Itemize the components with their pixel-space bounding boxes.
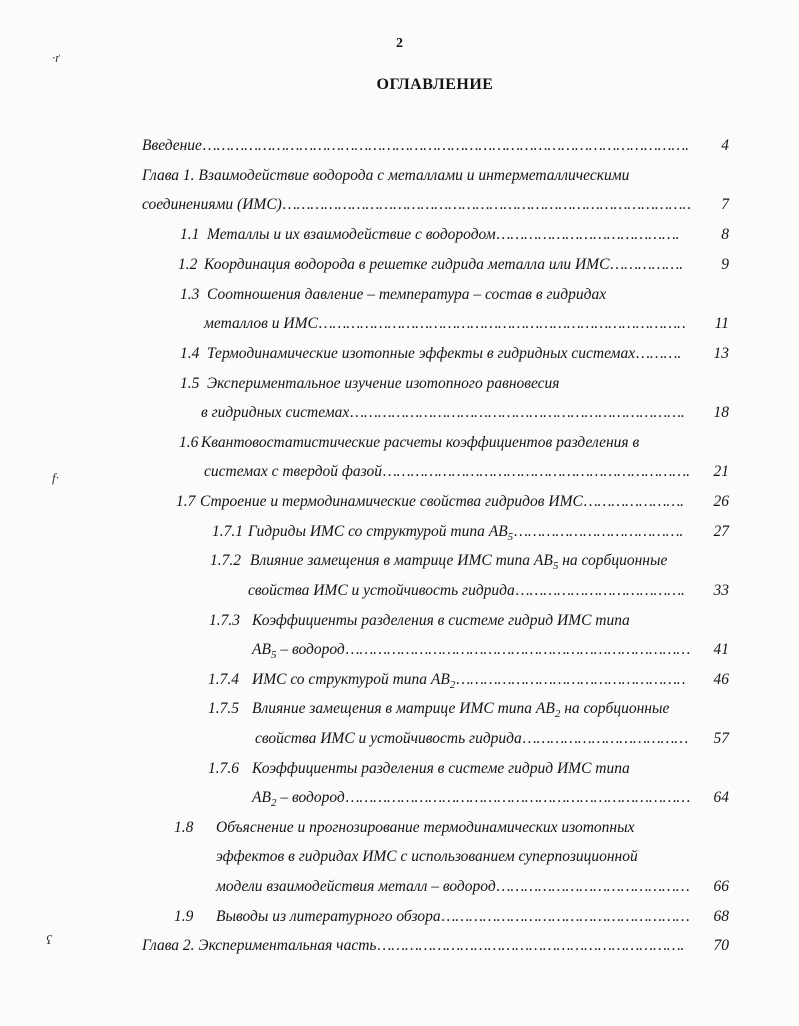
toc-entry-text: ИМС со структурой типа AB xyxy=(252,671,450,688)
toc-entry-title xyxy=(200,492,583,512)
toc-entry xyxy=(0,522,799,542)
dot-leader xyxy=(523,729,688,749)
toc-page-number: 8 xyxy=(721,226,729,243)
toc-entry-number: 1.7.3 xyxy=(209,612,240,629)
toc-entry-number: 1.2 xyxy=(178,256,198,273)
toc-entry-title xyxy=(207,344,635,364)
toc-entry-title xyxy=(250,551,667,576)
toc-entry-number: 1.5 xyxy=(180,375,200,392)
toc-entry xyxy=(0,788,799,808)
dot-leader xyxy=(514,522,683,542)
toc-entry-number: 1.7.2 xyxy=(210,552,241,569)
toc-entry-text: свойства ИМС и устойчивость гидрида xyxy=(255,730,522,747)
margin-mark: ·ґ xyxy=(52,50,60,65)
toc-entry xyxy=(0,403,799,423)
toc-entry-text: Квантовостатистические расчеты коэффициентов разделения в xyxy=(201,434,640,451)
toc-entry xyxy=(0,759,799,779)
dot-leader xyxy=(203,136,690,156)
toc-entry-title xyxy=(252,699,669,724)
dot-leader xyxy=(584,492,683,512)
toc-entry xyxy=(0,492,799,512)
toc-entry-title xyxy=(204,255,609,275)
toc-entry-text: Термодинамические изотопные эффекты в гидридных системах xyxy=(207,345,636,362)
toc-entry xyxy=(0,551,799,571)
toc-entry xyxy=(0,699,799,719)
toc-page-number: 26 xyxy=(713,493,729,510)
toc-entry-text: AB xyxy=(252,789,271,806)
subscript: 2 xyxy=(270,797,277,810)
toc-entry-title xyxy=(142,936,376,956)
toc-entry-text: металлов и ИМС xyxy=(204,315,318,332)
toc-entry xyxy=(0,225,799,245)
toc-entry xyxy=(0,285,799,305)
toc-entry-title xyxy=(207,374,560,394)
toc-entry-title xyxy=(204,314,318,334)
toc-entry-text-continued: – водород xyxy=(276,641,345,658)
toc-entry-text-continued: – водород xyxy=(276,789,345,806)
toc-entry-text: в гидридных системах xyxy=(201,404,350,421)
toc-entry-title xyxy=(207,285,606,305)
toc-entry-title xyxy=(252,670,455,695)
toc-page-number: 27 xyxy=(713,523,729,540)
toc-entry xyxy=(0,847,799,867)
toc-entry-text: Экспериментальное изучение изотопного равновесия xyxy=(207,375,560,392)
toc-entry-text: эффектов в гидридах ИМС с использованием суперпозиционной xyxy=(216,848,638,865)
toc-entry-number: 1.8 xyxy=(174,819,194,836)
toc-entry xyxy=(0,818,799,838)
toc-page-number: 68 xyxy=(713,908,729,925)
toc-entry xyxy=(0,581,799,601)
dot-leader xyxy=(497,877,690,897)
toc-entry-number: 1.6 xyxy=(179,434,199,451)
toc-entry-text: Глава 1. Взаимодействие водорода с металлами и интерметаллическими xyxy=(142,167,630,184)
dot-leader xyxy=(456,670,688,690)
toc-entry xyxy=(0,166,799,186)
toc-entry xyxy=(0,433,799,453)
toc-entry-title xyxy=(255,729,522,749)
toc-page-number: 9 xyxy=(721,256,729,273)
toc-entry-text: Гидриды ИМС со структурой типа AB xyxy=(248,523,508,540)
toc-entry-text: Коэффициенты разделения в системе гидрид ИМС типа xyxy=(252,760,630,777)
toc-entry-title xyxy=(142,136,202,156)
dot-leader xyxy=(497,225,680,245)
margin-mark: ʕ xyxy=(46,932,52,947)
page-title: ОГЛАВЛЕНИЕ xyxy=(376,76,494,93)
toc-entry-title xyxy=(252,640,345,665)
toc-page-number: 66 xyxy=(713,878,729,895)
toc-page-number: 64 xyxy=(713,789,729,806)
toc-page-number: 33 xyxy=(713,582,729,599)
toc-entry-text: Строение и термодинамические свойства гидридов ИМС xyxy=(200,493,583,510)
toc-page-number: 21 xyxy=(713,463,729,480)
toc-entry-title xyxy=(248,522,513,547)
toc-page-number: 41 xyxy=(713,641,729,658)
toc-entry-text: Металлы и их взаимодействие с водородом xyxy=(207,226,496,243)
dot-leader xyxy=(442,907,690,927)
toc-entry xyxy=(0,255,799,275)
toc-entry-text: Объяснение и прогнозирование термодинамических изотопных xyxy=(216,819,635,836)
toc-entry-number: 1.7.1 xyxy=(212,523,243,540)
toc-entry-number: 1.7.4 xyxy=(208,671,239,688)
toc-entry xyxy=(0,729,799,749)
page-number: 2 xyxy=(396,36,403,51)
subscript: 5 xyxy=(507,531,514,544)
toc-entry xyxy=(0,936,799,956)
toc-entry-text: Влияние замещения в матрице ИМС типа AB xyxy=(250,552,553,569)
toc-entry-number: 1.9 xyxy=(174,908,194,925)
toc-entry-number: 1.7.6 xyxy=(208,760,239,777)
margin-mark: f· xyxy=(52,470,59,485)
toc-entry-title xyxy=(142,195,282,215)
toc-page-number: 70 xyxy=(713,937,729,954)
toc-page-number: 11 xyxy=(714,315,729,332)
toc-entry-title xyxy=(207,225,496,245)
toc-entry xyxy=(0,640,799,660)
dot-leader xyxy=(283,195,690,215)
toc-entry xyxy=(0,877,799,897)
toc-entry-text: модели взаимодействия металл – водород xyxy=(216,878,496,895)
toc-entry-text: Введение xyxy=(142,137,202,154)
toc-page-number: 7 xyxy=(721,196,729,213)
toc-entry xyxy=(0,374,799,394)
toc-entry-text: Выводы из литературного обзора xyxy=(216,908,441,925)
dot-leader xyxy=(383,462,690,482)
toc-entry-text: Влияние замещения в матрице ИМС типа AB xyxy=(252,700,555,717)
subscript: 2 xyxy=(449,679,456,692)
toc-entry xyxy=(0,907,799,927)
toc-entry-title xyxy=(204,462,382,482)
toc-entry-title xyxy=(216,847,638,867)
dot-leader xyxy=(516,581,685,601)
dot-leader xyxy=(610,255,683,275)
toc-entry-title xyxy=(252,759,630,779)
toc-entry-title xyxy=(252,788,345,813)
toc-page-number: 18 xyxy=(713,404,729,421)
toc-entry-title xyxy=(216,818,635,838)
subscript: 2 xyxy=(554,708,561,721)
dot-leader xyxy=(636,344,683,364)
toc-entry-text-continued: на сорбционные xyxy=(560,700,670,717)
toc-entry-title xyxy=(252,611,630,631)
toc-entry xyxy=(0,136,799,156)
toc-entry-title xyxy=(216,907,441,927)
toc-entry-number: 1.3 xyxy=(180,286,200,303)
subscript: 5 xyxy=(552,560,559,573)
toc-entry-text: Соотношения давление – температура – состав в гидридах xyxy=(207,286,607,303)
toc-entry-text: AB xyxy=(252,641,271,658)
toc-entry-number: 1.4 xyxy=(180,345,200,362)
toc-entry-text-continued: на сорбционные xyxy=(558,552,668,569)
toc-entry-text: системах с твердой фазой xyxy=(204,463,383,480)
toc-page-number: 57 xyxy=(713,730,729,747)
toc-entry-number: 1.7.5 xyxy=(208,700,239,717)
toc-page-number: 46 xyxy=(713,671,729,688)
toc-entry-number: 1.1 xyxy=(180,226,200,243)
dot-leader xyxy=(377,936,683,956)
toc-entry-title xyxy=(142,166,629,186)
dot-leader xyxy=(350,403,685,423)
toc-entry-text: Глава 2. Экспериментальная часть xyxy=(142,937,377,954)
toc-entry-number: 1.7 xyxy=(176,493,196,510)
toc-entry-title xyxy=(216,877,496,897)
toc-entry-title xyxy=(201,403,349,423)
toc-entry xyxy=(0,195,799,215)
dot-leader xyxy=(319,314,688,334)
toc-entry xyxy=(0,670,799,690)
toc-page-number: 13 xyxy=(713,345,729,362)
toc-page-number: 4 xyxy=(721,137,729,154)
toc-entry xyxy=(0,462,799,482)
toc-entry-text: Коэффициенты разделения в системе гидрид ИМС типа xyxy=(252,612,630,629)
toc-entry xyxy=(0,344,799,364)
toc-entry-text: соединениями (ИМС) xyxy=(142,196,282,213)
dot-leader xyxy=(346,788,690,808)
toc-entry xyxy=(0,611,799,631)
subscript: 5 xyxy=(270,649,277,662)
toc-entry xyxy=(0,314,799,334)
dot-leader xyxy=(346,640,690,660)
toc-entry-text: Координация водорода в решетке гидрида металла или ИМС xyxy=(204,256,610,273)
toc-entry-title xyxy=(248,581,515,601)
toc-entry-text: свойства ИМС и устойчивость гидрида xyxy=(248,582,515,599)
toc-entry-title xyxy=(201,433,639,453)
